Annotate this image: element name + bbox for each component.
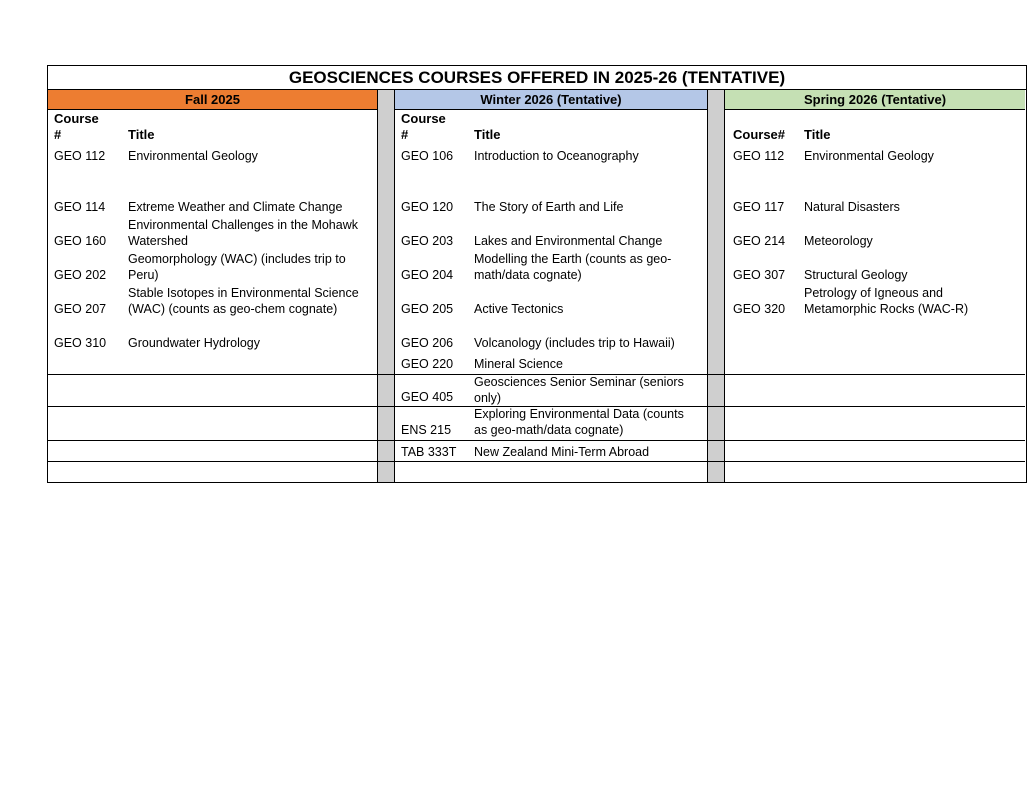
winter-course-title: Modelling the Earth (counts as geo- math/data cognate) bbox=[474, 252, 672, 282]
winter-course-code: TAB 333T bbox=[401, 445, 457, 459]
row-divider bbox=[725, 461, 1025, 462]
winter-course-code: GEO 120 bbox=[401, 200, 454, 214]
winter-course-title: Active Tectonics bbox=[474, 302, 564, 316]
course-schedule-table bbox=[47, 65, 1027, 483]
fall-course-header: Course # bbox=[54, 111, 99, 142]
winter-course-code: GEO 405 bbox=[401, 390, 454, 404]
fall-course-code: GEO 112 bbox=[54, 149, 106, 163]
spring-course-title: Structural Geology bbox=[804, 268, 908, 282]
row-divider bbox=[395, 406, 707, 407]
row-divider bbox=[395, 374, 707, 375]
spring-course-title: Natural Disasters bbox=[804, 200, 900, 214]
spring-course-code: GEO 214 bbox=[733, 234, 786, 248]
fall-course-code: GEO 202 bbox=[54, 268, 107, 282]
fall-course-title: Environmental Geology bbox=[128, 149, 258, 163]
spring-title-header: Title bbox=[804, 127, 831, 142]
winter-course-code: GEO 205 bbox=[401, 302, 454, 316]
winter-course-code: GEO 204 bbox=[401, 268, 454, 282]
fall-course-code: GEO 114 bbox=[54, 200, 106, 214]
fall-course-code: GEO 310 bbox=[54, 336, 107, 350]
row-divider bbox=[48, 461, 377, 462]
spring-course-code: GEO 112 bbox=[733, 149, 785, 163]
winter-course-title: New Zealand Mini-Term Abroad bbox=[474, 445, 650, 459]
fall-course-title: Groundwater Hydrology bbox=[128, 336, 261, 350]
spring-course-title: Meteorology bbox=[804, 234, 873, 248]
fall-course-title: Geomorphology (WAC) (includes trip to Peru) bbox=[128, 252, 346, 282]
fall-title-header: Title bbox=[128, 127, 155, 142]
row-divider bbox=[725, 374, 1025, 375]
winter-course-title: Exploring Environmental Data (counts as geo-math/data cognate) bbox=[474, 407, 684, 437]
winter-course-title: The Story of Earth and Life bbox=[474, 200, 624, 214]
row-divider bbox=[48, 374, 377, 375]
row-divider bbox=[725, 440, 1025, 441]
column-separator bbox=[377, 90, 395, 482]
spring-term-header: Spring 2026 (Tentative) bbox=[725, 90, 1025, 110]
fall-course-title: Environmental Challenges in the Mohawk Watershed bbox=[128, 218, 358, 248]
table-title: GEOSCIENCES COURSES OFFERED IN 2025-26 (TENTATIVE) bbox=[48, 66, 1026, 90]
winter-column bbox=[395, 90, 707, 482]
winter-title-header: Title bbox=[474, 127, 501, 142]
winter-course-title: Introduction to Oceanography bbox=[474, 149, 639, 163]
fall-course-code: GEO 207 bbox=[54, 302, 107, 316]
spring-course-header: Course# bbox=[733, 127, 786, 142]
spring-column bbox=[725, 90, 1025, 482]
row-divider bbox=[725, 406, 1025, 407]
fall-course-title: Extreme Weather and Climate Change bbox=[128, 200, 343, 214]
spring-course-title: Environmental Geology bbox=[804, 149, 934, 163]
row-divider bbox=[48, 440, 377, 441]
winter-course-title: Volcanology (includes trip to Hawaii) bbox=[474, 336, 675, 350]
fall-term-header: Fall 2025 bbox=[48, 90, 377, 110]
fall-course-title: Stable Isotopes in Environmental Science (WAC) (counts as geo-chem cognate) bbox=[128, 286, 359, 316]
fall-course-code: GEO 160 bbox=[54, 234, 107, 248]
row-divider bbox=[395, 440, 707, 441]
winter-course-title: Mineral Science bbox=[474, 357, 563, 371]
row-divider bbox=[48, 406, 377, 407]
winter-course-title: Lakes and Environmental Change bbox=[474, 234, 663, 248]
winter-course-header: Course # bbox=[401, 111, 446, 142]
winter-course-code: ENS 215 bbox=[401, 423, 452, 437]
winter-course-title: Geosciences Senior Seminar (seniors only) bbox=[474, 375, 684, 405]
fall-column bbox=[48, 90, 377, 482]
row-divider bbox=[395, 461, 707, 462]
winter-course-code: GEO 220 bbox=[401, 357, 454, 371]
winter-course-code: GEO 206 bbox=[401, 336, 454, 350]
winter-course-code: GEO 106 bbox=[401, 149, 454, 163]
winter-term-header: Winter 2026 (Tentative) bbox=[395, 90, 707, 110]
spring-course-code: GEO 320 bbox=[733, 302, 786, 316]
column-separator bbox=[707, 90, 725, 482]
spring-course-code: GEO 117 bbox=[733, 200, 785, 214]
spring-course-title: Petrology of Igneous and Metamorphic Rocks (WAC-R) bbox=[804, 286, 969, 316]
spring-course-code: GEO 307 bbox=[733, 268, 786, 282]
winter-course-code: GEO 203 bbox=[401, 234, 454, 248]
